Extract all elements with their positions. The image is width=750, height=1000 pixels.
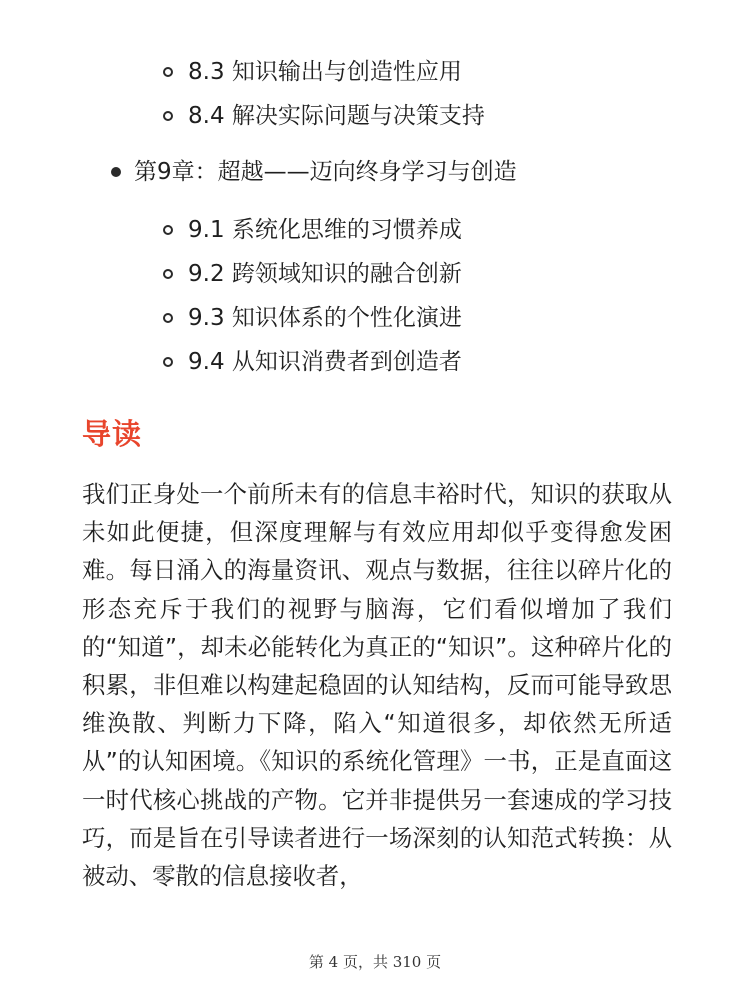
toc-item-9-1[interactable]: [0, 208, 750, 252]
toc-item-label: 8.4 解决实际问题与决策支持: [188, 103, 485, 129]
toc-item-8-4[interactable]: [0, 94, 750, 138]
hollow-bullet-icon: [163, 313, 173, 323]
toc-item-8-3[interactable]: [0, 50, 750, 94]
toc-item-label: 9.1 系统化思维的习惯养成: [188, 217, 462, 243]
toc-item-9-3[interactable]: [0, 296, 750, 340]
hollow-bullet-icon: [163, 269, 173, 279]
solid-bullet-icon: [111, 167, 121, 177]
toc-item-9-4[interactable]: [0, 340, 750, 384]
intro-paragraph: 我们正身处一个前所未有的信息丰裕时代，知识的获取从未如此便捷，但深度理解与有效应用却似乎变得愈发困难。每日涌入的海量资讯、观点与数据，往往以碎片化的形态充斥于我们的视野与脑海，它们看似增加了我们的“知道”，却未必能转化为真正的“知识”。这种碎片化的积累，非但难以构建起稳固的认知结构，反而可能导致思维涣散、判断力下降，陷入“知道很多，却依然无所适从”的认知困境。《知识的系统化管理》一书，正是直面这一时代核心挑战的产物。它并非提供另一套速成的学习技巧，而是旨在引导读者进行一场深刻的认知范式转换：从被动、零散的信息接收者，: [82, 480, 672, 891]
hollow-bullet-icon: [163, 67, 173, 77]
toc-item-label: 8.3 知识输出与创造性应用: [188, 59, 462, 85]
toc-chapter-9[interactable]: [0, 150, 750, 194]
toc-item-9-2[interactable]: [0, 252, 750, 296]
toc-item-label: 9.2 跨领域知识的融合创新: [188, 261, 462, 287]
page-number-footer: 第 4 页，共 310 页: [308, 953, 442, 971]
toc-chapter-label: 第9章：超越——迈向终身学习与创造: [134, 159, 517, 185]
hollow-bullet-icon: [163, 111, 173, 121]
toc-item-label: 9.4 从知识消费者到创造者: [188, 349, 462, 375]
toc-item-label: 9.3 知识体系的个性化演进: [188, 305, 462, 331]
section-heading-intro: 导读: [82, 417, 143, 451]
hollow-bullet-icon: [163, 225, 173, 235]
hollow-bullet-icon: [163, 357, 173, 367]
